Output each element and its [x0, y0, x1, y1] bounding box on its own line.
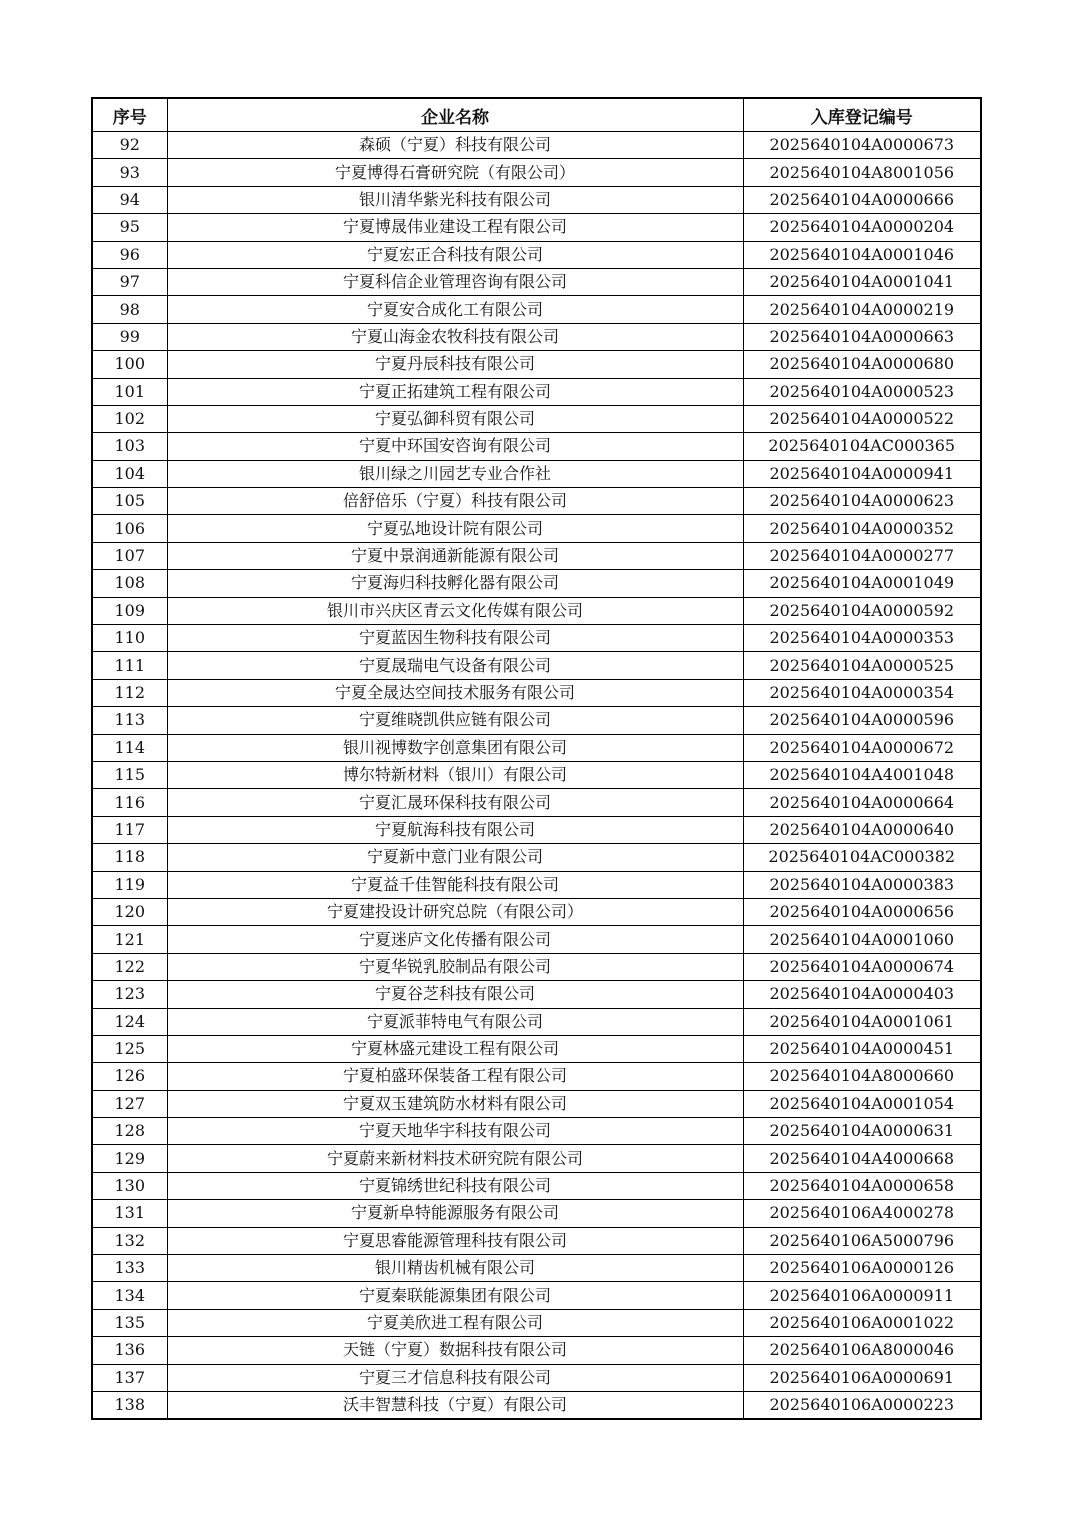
- row-registration-code-cell: 2025640104A0001046: [743, 241, 981, 268]
- table-row: [92, 296, 981, 323]
- row-enterprise-name-cell: 宁夏山海金农牧科技有限公司: [167, 323, 743, 350]
- row-enterprise-name-cell: 宁夏锦绣世纪科技有限公司: [167, 1172, 743, 1199]
- row-enterprise-name-cell: 银川市兴庆区青云文化传媒有限公司: [167, 597, 743, 624]
- table-row: [92, 1063, 981, 1090]
- row-enterprise-name-cell: 宁夏林盛元建设工程有限公司: [167, 1035, 743, 1062]
- row-registration-code-cell: 2025640104A0000525: [743, 652, 981, 679]
- table-row: [92, 1309, 981, 1336]
- row-registration-code-cell: 2025640104A0000592: [743, 597, 981, 624]
- table-row: [92, 898, 981, 925]
- row-registration-code-cell: 2025640104A0000623: [743, 488, 981, 515]
- row-registration-code-cell: 2025640104A8000660: [743, 1063, 981, 1090]
- table-row: [92, 186, 981, 213]
- row-seq-cell: 122: [92, 953, 167, 980]
- table-row: [92, 515, 981, 542]
- row-seq-cell: 118: [92, 844, 167, 871]
- row-registration-code-cell: 2025640104A0000596: [743, 707, 981, 734]
- row-enterprise-name-cell: 宁夏美欣进工程有限公司: [167, 1309, 743, 1336]
- table-row: [92, 1035, 981, 1062]
- row-enterprise-name-cell: 宁夏博得石膏研究院（有限公司）: [167, 159, 743, 186]
- table-body: [92, 132, 981, 1420]
- row-seq-cell: 123: [92, 981, 167, 1008]
- row-registration-code-cell: 2025640104A0000674: [743, 953, 981, 980]
- row-seq-cell: 105: [92, 488, 167, 515]
- table-row: [92, 1255, 981, 1282]
- table-row: [92, 405, 981, 432]
- row-seq-cell: 109: [92, 597, 167, 624]
- table-row: [92, 844, 981, 871]
- row-seq-cell: 115: [92, 761, 167, 788]
- row-enterprise-name-cell: 宁夏秦联能源集团有限公司: [167, 1282, 743, 1309]
- table-row: [92, 132, 981, 159]
- row-seq-cell: 125: [92, 1035, 167, 1062]
- row-enterprise-name-cell: 宁夏华锐乳胶制品有限公司: [167, 953, 743, 980]
- row-registration-code-cell: 2025640104A0001054: [743, 1090, 981, 1117]
- row-registration-code-cell: 2025640104A0001041: [743, 268, 981, 295]
- row-registration-code-cell: 2025640104A0000451: [743, 1035, 981, 1062]
- table-row: [92, 323, 981, 350]
- row-registration-code-cell: 2025640104A0001060: [743, 926, 981, 953]
- row-registration-code-cell: 2025640104AC000365: [743, 433, 981, 460]
- row-enterprise-name-cell: 宁夏全晟达空间技术服务有限公司: [167, 679, 743, 706]
- row-seq-cell: 94: [92, 186, 167, 213]
- table-row: [92, 214, 981, 241]
- table-row: [92, 1172, 981, 1199]
- row-registration-code-cell: 2025640106A0000911: [743, 1282, 981, 1309]
- table-row: [92, 953, 981, 980]
- table-row: [92, 1227, 981, 1254]
- row-registration-code-cell: 2025640104A0000353: [743, 625, 981, 652]
- row-seq-cell: 117: [92, 816, 167, 843]
- row-enterprise-name-cell: 宁夏蓝因生物科技有限公司: [167, 625, 743, 652]
- row-registration-code-cell: 2025640104A0001049: [743, 570, 981, 597]
- row-enterprise-name-cell: 博尔特新材料（银川）有限公司: [167, 761, 743, 788]
- row-registration-code-cell: 2025640104AC000382: [743, 844, 981, 871]
- row-registration-code-cell: 2025640104A0000522: [743, 405, 981, 432]
- table-row: [92, 871, 981, 898]
- table-row: [92, 351, 981, 378]
- row-seq-cell: 130: [92, 1172, 167, 1199]
- row-registration-code-cell: 2025640104A0001061: [743, 1008, 981, 1035]
- row-enterprise-name-cell: 宁夏博晟伟业建设工程有限公司: [167, 214, 743, 241]
- table-row: [92, 378, 981, 405]
- row-enterprise-name-cell: 森硕（宁夏）科技有限公司: [167, 132, 743, 159]
- row-enterprise-name-cell: 宁夏柏盛环保装备工程有限公司: [167, 1063, 743, 1090]
- row-seq-cell: 133: [92, 1255, 167, 1282]
- row-enterprise-name-cell: 宁夏科信企业管理咨询有限公司: [167, 268, 743, 295]
- table-row: [92, 460, 981, 487]
- row-seq-cell: 106: [92, 515, 167, 542]
- row-registration-code-cell: 2025640106A0001022: [743, 1309, 981, 1336]
- table-row: [92, 1282, 981, 1309]
- table-row: [92, 1090, 981, 1117]
- row-enterprise-name-cell: 宁夏天地华宇科技有限公司: [167, 1118, 743, 1145]
- table-row: [92, 1145, 981, 1172]
- table-row: [92, 734, 981, 761]
- table-row: [92, 789, 981, 816]
- row-registration-code-cell: 2025640104A0000219: [743, 296, 981, 323]
- table-row: [92, 241, 981, 268]
- table-row: [92, 816, 981, 843]
- row-enterprise-name-cell: 宁夏中景润通新能源有限公司: [167, 542, 743, 569]
- row-seq-cell: 124: [92, 1008, 167, 1035]
- row-seq-cell: 95: [92, 214, 167, 241]
- row-enterprise-name-cell: 宁夏中环国安咨询有限公司: [167, 433, 743, 460]
- table-row: [92, 1200, 981, 1227]
- row-seq-cell: 129: [92, 1145, 167, 1172]
- row-seq-cell: 100: [92, 351, 167, 378]
- row-enterprise-name-cell: 宁夏航海科技有限公司: [167, 816, 743, 843]
- table-row: [92, 433, 981, 460]
- row-seq-cell: 119: [92, 871, 167, 898]
- row-seq-cell: 104: [92, 460, 167, 487]
- row-seq-cell: 101: [92, 378, 167, 405]
- table-row: [92, 1337, 981, 1364]
- row-registration-code-cell: 2025640104A0000656: [743, 898, 981, 925]
- row-registration-code-cell: 2025640104A4001048: [743, 761, 981, 788]
- row-seq-cell: 128: [92, 1118, 167, 1145]
- row-seq-cell: 127: [92, 1090, 167, 1117]
- table-row: [92, 597, 981, 624]
- row-enterprise-name-cell: 宁夏晟瑞电气设备有限公司: [167, 652, 743, 679]
- row-seq-cell: 137: [92, 1364, 167, 1391]
- row-registration-code-cell: 2025640104A8001056: [743, 159, 981, 186]
- row-enterprise-name-cell: 宁夏海归科技孵化器有限公司: [167, 570, 743, 597]
- table-row: [92, 542, 981, 569]
- row-enterprise-name-cell: 沃丰智慧科技（宁夏）有限公司: [167, 1391, 743, 1419]
- row-enterprise-name-cell: 银川精齿机械有限公司: [167, 1255, 743, 1282]
- row-enterprise-name-cell: 宁夏益千佳智能科技有限公司: [167, 871, 743, 898]
- row-registration-code-cell: 2025640104A0000664: [743, 789, 981, 816]
- row-registration-code-cell: 2025640104A0000354: [743, 679, 981, 706]
- row-enterprise-name-cell: 宁夏谷芝科技有限公司: [167, 981, 743, 1008]
- row-enterprise-name-cell: 宁夏弘御科贸有限公司: [167, 405, 743, 432]
- row-seq-cell: 97: [92, 268, 167, 295]
- row-enterprise-name-cell: 宁夏丹辰科技有限公司: [167, 351, 743, 378]
- table-row: [92, 625, 981, 652]
- row-seq-cell: 102: [92, 405, 167, 432]
- table-row: [92, 1008, 981, 1035]
- header-registration-code: 入库登记编号: [743, 98, 981, 132]
- row-enterprise-name-cell: 银川绿之川园艺专业合作社: [167, 460, 743, 487]
- row-enterprise-name-cell: 倍舒倍乐（宁夏）科技有限公司: [167, 488, 743, 515]
- row-registration-code-cell: 2025640104A0000631: [743, 1118, 981, 1145]
- table-row: [92, 488, 981, 515]
- row-enterprise-name-cell: 宁夏汇晟环保科技有限公司: [167, 789, 743, 816]
- row-enterprise-name-cell: 银川清华紫光科技有限公司: [167, 186, 743, 213]
- row-seq-cell: 120: [92, 898, 167, 925]
- row-seq-cell: 134: [92, 1282, 167, 1309]
- row-seq-cell: 135: [92, 1309, 167, 1336]
- row-enterprise-name-cell: 宁夏思睿能源管理科技有限公司: [167, 1227, 743, 1254]
- row-seq-cell: 113: [92, 707, 167, 734]
- row-enterprise-name-cell: 宁夏宏正合科技有限公司: [167, 241, 743, 268]
- row-enterprise-name-cell: 宁夏建投设计研究总院（有限公司）: [167, 898, 743, 925]
- row-enterprise-name-cell: 宁夏新中意门业有限公司: [167, 844, 743, 871]
- table-row: [92, 707, 981, 734]
- row-seq-cell: 136: [92, 1337, 167, 1364]
- table-row: [92, 679, 981, 706]
- row-enterprise-name-cell: 宁夏弘地设计院有限公司: [167, 515, 743, 542]
- row-registration-code-cell: 2025640104A0000640: [743, 816, 981, 843]
- header-enterprise-name: 企业名称: [167, 98, 743, 132]
- row-enterprise-name-cell: 宁夏新阜特能源服务有限公司: [167, 1200, 743, 1227]
- row-seq-cell: 112: [92, 679, 167, 706]
- row-seq-cell: 138: [92, 1391, 167, 1419]
- row-seq-cell: 131: [92, 1200, 167, 1227]
- row-seq-cell: 110: [92, 625, 167, 652]
- row-enterprise-name-cell: 宁夏安合成化工有限公司: [167, 296, 743, 323]
- enterprise-registry-table: [91, 97, 982, 1420]
- row-registration-code-cell: 2025640104A0000672: [743, 734, 981, 761]
- table-row: [92, 1364, 981, 1391]
- row-seq-cell: 111: [92, 652, 167, 679]
- table-row: [92, 652, 981, 679]
- table-row: [92, 268, 981, 295]
- table-row: [92, 761, 981, 788]
- table-header-row: [92, 98, 981, 132]
- row-enterprise-name-cell: 宁夏三才信息科技有限公司: [167, 1364, 743, 1391]
- row-enterprise-name-cell: 宁夏蔚来新材料技术研究院有限公司: [167, 1145, 743, 1172]
- row-registration-code-cell: 2025640104A0000673: [743, 132, 981, 159]
- row-registration-code-cell: 2025640104A0000383: [743, 871, 981, 898]
- row-registration-code-cell: 2025640104A0000680: [743, 351, 981, 378]
- row-registration-code-cell: 2025640106A0000126: [743, 1255, 981, 1282]
- row-enterprise-name-cell: 宁夏派菲特电气有限公司: [167, 1008, 743, 1035]
- row-seq-cell: 96: [92, 241, 167, 268]
- row-seq-cell: 92: [92, 132, 167, 159]
- row-registration-code-cell: 2025640104A0000277: [743, 542, 981, 569]
- table-row: [92, 570, 981, 597]
- row-seq-cell: 116: [92, 789, 167, 816]
- row-seq-cell: 121: [92, 926, 167, 953]
- row-registration-code-cell: 2025640106A4000278: [743, 1200, 981, 1227]
- row-seq-cell: 99: [92, 323, 167, 350]
- row-registration-code-cell: 2025640106A8000046: [743, 1337, 981, 1364]
- row-registration-code-cell: 2025640104A0000403: [743, 981, 981, 1008]
- header-seq: 序号: [92, 98, 167, 132]
- row-seq-cell: 103: [92, 433, 167, 460]
- row-registration-code-cell: 2025640104A4000668: [743, 1145, 981, 1172]
- table-row: [92, 981, 981, 1008]
- row-registration-code-cell: 2025640104A0000523: [743, 378, 981, 405]
- table-row: [92, 926, 981, 953]
- row-registration-code-cell: 2025640106A0000223: [743, 1391, 981, 1419]
- row-seq-cell: 107: [92, 542, 167, 569]
- row-seq-cell: 126: [92, 1063, 167, 1090]
- table-row: [92, 1391, 981, 1419]
- row-registration-code-cell: 2025640104A0000204: [743, 214, 981, 241]
- row-registration-code-cell: 2025640104A0000666: [743, 186, 981, 213]
- row-seq-cell: 132: [92, 1227, 167, 1254]
- row-registration-code-cell: 2025640106A0000691: [743, 1364, 981, 1391]
- row-seq-cell: 93: [92, 159, 167, 186]
- row-enterprise-name-cell: 宁夏正拓建筑工程有限公司: [167, 378, 743, 405]
- row-seq-cell: 98: [92, 296, 167, 323]
- row-seq-cell: 114: [92, 734, 167, 761]
- row-registration-code-cell: 2025640104A0000941: [743, 460, 981, 487]
- table-row: [92, 1118, 981, 1145]
- row-enterprise-name-cell: 银川视博数字创意集团有限公司: [167, 734, 743, 761]
- row-seq-cell: 108: [92, 570, 167, 597]
- row-registration-code-cell: 2025640104A0000352: [743, 515, 981, 542]
- row-registration-code-cell: 2025640106A5000796: [743, 1227, 981, 1254]
- row-enterprise-name-cell: 天链（宁夏）数据科技有限公司: [167, 1337, 743, 1364]
- row-registration-code-cell: 2025640104A0000658: [743, 1172, 981, 1199]
- row-registration-code-cell: 2025640104A0000663: [743, 323, 981, 350]
- row-enterprise-name-cell: 宁夏迷庐文化传播有限公司: [167, 926, 743, 953]
- row-enterprise-name-cell: 宁夏双玉建筑防水材料有限公司: [167, 1090, 743, 1117]
- table-row: [92, 159, 981, 186]
- row-enterprise-name-cell: 宁夏维晓凯供应链有限公司: [167, 707, 743, 734]
